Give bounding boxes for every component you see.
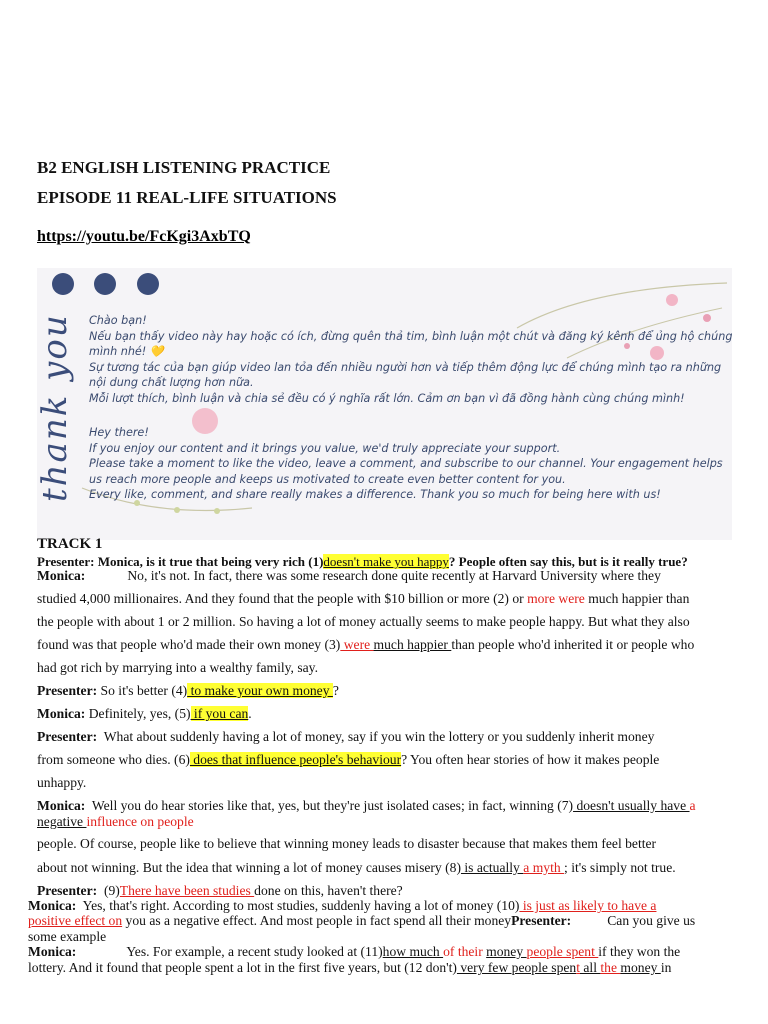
banner-vi-line: nội dung chất lượng hơn nữa. bbox=[89, 376, 254, 389]
transcript-line: Monica: No, it's not. In fact, there was some research done quite recently at Harvard University where they bbox=[37, 568, 661, 583]
transcript-line: Presenter: So it's better (4) to make your own money ? bbox=[37, 683, 339, 698]
transcript-line: people. Of course, people like to believe that winning money leads to disaster because that makes them feel better bbox=[37, 836, 657, 851]
banner-en-line: us reach more people and keeps us motivated to create even better content for you. bbox=[89, 472, 566, 486]
banner-en-line: If you enjoy our content and it brings you value, we'd truly appreciate your support. bbox=[89, 441, 561, 455]
transcript-line: Monica: Yes, that's right. According to most studies, suddenly having a lot of money (10) is just as likely to have a bbox=[28, 898, 657, 913]
episode-title: EPISODE 11 REAL-LIFE SITUATIONS bbox=[37, 188, 337, 207]
transcript-line: about not winning. But the idea that winning a lot of money causes misery (8) is actually a myth ; it's simply not true. bbox=[37, 860, 676, 875]
transcript-line: Presenter: What about suddenly having a lot of money, say if you win the lottery or you suddenly inherit money bbox=[37, 729, 655, 744]
dot-icon bbox=[137, 273, 159, 295]
dot-icon bbox=[94, 273, 116, 295]
banner-en-line: Please take a moment to like the video, leave a comment, and subscribe to our channel. Your engagement helps bbox=[89, 457, 723, 470]
banner-en-line: Every like, comment, and share really makes a difference. Thank you so much for being here with us! bbox=[89, 488, 661, 501]
banner-vi-line: Mỗi lượt thích, bình luận và chia sẻ đều có ý nghĩa rất lớn. Cảm ơn bạn vì đã đồng hành cùng chúng mình! bbox=[89, 391, 685, 405]
thank-you-script: thank you bbox=[35, 313, 75, 503]
youtube-link[interactable]: https://youtu.be/FcKgi3AxbTQ bbox=[37, 228, 251, 245]
transcript-line: found was that people who'd made their own money (3) were much happier than people who'd inherited it or people who bbox=[37, 637, 695, 652]
banner-en-line: Hey there! bbox=[89, 426, 149, 439]
transcript-line: the people with about 1 or 2 million. So having a lot of money actually seems to make people happy. But what they also bbox=[37, 614, 690, 629]
thank-you-banner bbox=[37, 268, 732, 540]
banner-vi-line: Chào bạn! bbox=[89, 314, 147, 327]
track-heading: TRACK 1 bbox=[37, 536, 103, 552]
transcript-line: Presenter: Monica, is it true that being very rich (1)doesn't make you happy? People often say this, but is it really true? bbox=[37, 554, 688, 569]
transcript-line: Monica: Well you do hear stories like that, yes, but they're just isolated cases; in fact, winning (7) doesn't usually have a bbox=[37, 798, 696, 813]
transcript-line: some example bbox=[28, 929, 107, 944]
transcript-line: had got rich by marrying into a wealthy family, say. bbox=[37, 660, 318, 675]
transcript-line: lottery. And it found that people spent a lot in the first five years, but (12 don't) very few people spent all the money in bbox=[28, 960, 672, 975]
transcript-line: Monica: Yes. For example, a recent study looked at (11)how much of their money people spent if they won the bbox=[28, 944, 681, 959]
banner-vi-line: Sự tương tác của bạn giúp video lan tỏa đến nhiều người hơn và tiếp thêm động lực để chúng mình tạo ra những bbox=[89, 360, 722, 374]
transcript-line: positive effect on you as a negative effect. And most people in fact spend all their moneyPresenter: Can you give us bbox=[28, 913, 696, 928]
transcript-line: Presenter: (9)There have been studies done on this, haven't there? bbox=[37, 883, 403, 898]
transcript-line: studied 4,000 millionaires. And they found that the people with $10 billion or more (2) or more were much happier than bbox=[37, 591, 690, 606]
transcript-line: from someone who dies. (6) does that influence people's behaviour? You often hear stories of how it makes people bbox=[37, 752, 660, 767]
banner-vi-line: mình nhé! 💛 bbox=[89, 345, 164, 358]
transcript-line: unhappy. bbox=[37, 775, 87, 790]
transcript-line: Monica: Definitely, yes, (5) if you can. bbox=[37, 706, 252, 721]
banner-vi-line: Nếu bạn thấy video này hay hoặc có ích, đừng quên thả tim, bình luận một chút và đăng ký kênh để ủng hộ chúng bbox=[89, 329, 733, 343]
dot-icon bbox=[52, 273, 74, 295]
transcript-line: negative influence on people bbox=[37, 814, 194, 829]
page-title: B2 ENGLISH LISTENING PRACTICE bbox=[37, 158, 331, 177]
